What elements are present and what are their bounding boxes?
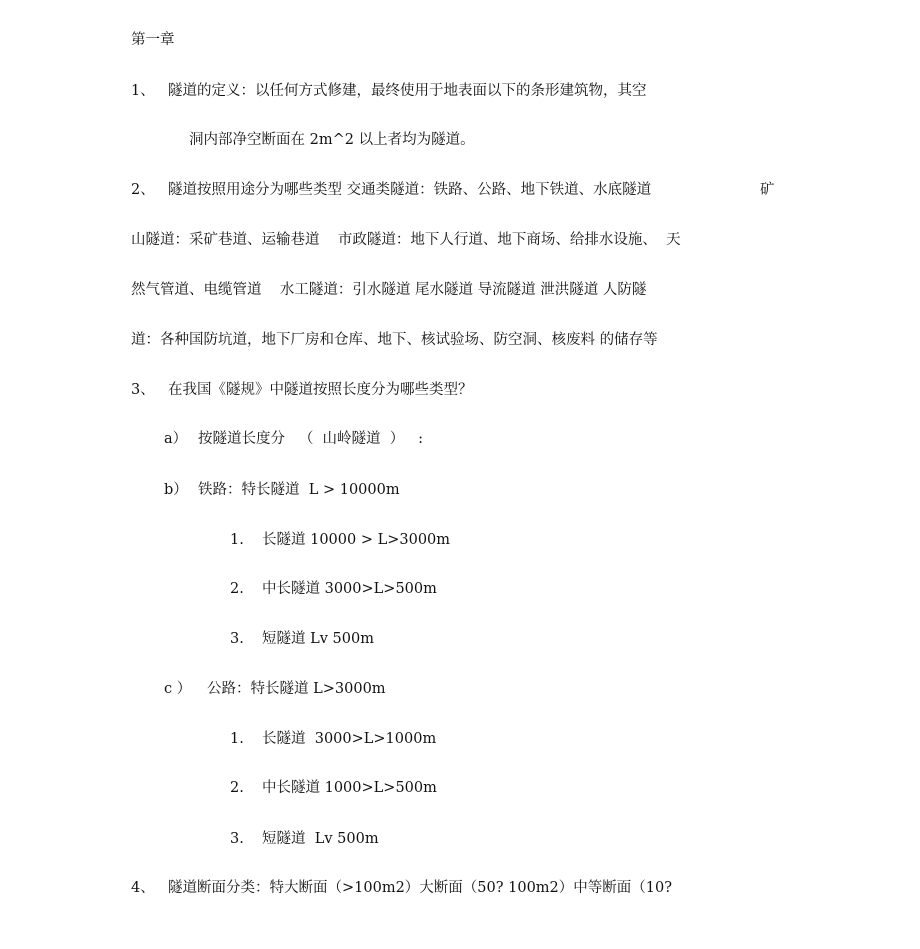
q3-b-text: 铁路：特长隧道 L > 10000m bbox=[198, 482, 400, 498]
q2-line3: 然气管道、电缆管道 水工隧道：引水隧道 尾水隧道 导流隧道 泄洪隧道 人防隧 bbox=[131, 282, 647, 298]
q3-c-text: 公路：特长隧道 L>3000m bbox=[207, 681, 386, 697]
q3-question: 在我国《隧规》中隧道按照长度分为哪些类型？ bbox=[168, 382, 473, 398]
q2-line1-tail: 矿 bbox=[760, 182, 775, 198]
q3-c-item-3-number: 3. bbox=[230, 831, 244, 847]
q2-line4: 道：各种国防坑道，地下厂房和仓库、地下、核试验场、防空洞、核废料 的储存等 bbox=[131, 332, 658, 348]
q3-number: 3、 bbox=[131, 382, 155, 398]
q3-c-label: c ） bbox=[164, 681, 192, 697]
q3-b-item-3-text: 短隧道 Lv 500m bbox=[262, 631, 374, 647]
q3-b-item-1-number: 1. bbox=[230, 532, 244, 548]
chapter-title: 第一章 bbox=[131, 32, 175, 48]
q1-line1: 隧道的定义：以任何方式修建，最终使用于地表面以下的条形建筑物，其空 bbox=[168, 83, 647, 99]
q3-a-label: a） bbox=[164, 431, 188, 447]
q3-c-item-1-text: 长隧道 3000>L>1000m bbox=[262, 731, 437, 747]
q3-b-label: b） bbox=[164, 482, 188, 498]
q3-c-item-1-number: 1. bbox=[230, 731, 244, 747]
q4-line1: 隧道断面分类：特大断面（>100m2）大断面（50? 100m2）中等断面（10? bbox=[168, 880, 673, 896]
q2-number: 2、 bbox=[131, 182, 155, 198]
q3-b-item-2-text: 中长隧道 3000>L>500m bbox=[262, 581, 437, 597]
q3-c-item-3-text: 短隧道 Lv 500m bbox=[262, 831, 379, 847]
q3-c-item-2-text: 中长隧道 1000>L>500m bbox=[262, 780, 437, 796]
q2-line2: 山隧道：采矿巷道、运输巷道 市政隧道：地下人行道、地下商场、给排水设施、 天 bbox=[131, 232, 681, 248]
q2-line1: 隧道按照用途分为哪些类型 交通类隧道：铁路、公路、地下铁道、水底隧道 bbox=[168, 182, 652, 198]
q4-number: 4、 bbox=[131, 880, 155, 896]
q1-line2: 洞内部净空断面在 2m^2 以上者均为隧道。 bbox=[189, 132, 475, 148]
q3-a-text: 按隧道长度分 （ 山岭隧道 ） : bbox=[198, 431, 423, 447]
q1-number: 1、 bbox=[131, 83, 155, 99]
q3-b-item-1-text: 长隧道 10000 > L>3000m bbox=[262, 532, 451, 548]
q3-c-item-2-number: 2. bbox=[230, 780, 244, 796]
q3-b-item-3-number: 3. bbox=[230, 631, 244, 647]
q3-b-item-2-number: 2. bbox=[230, 581, 244, 597]
